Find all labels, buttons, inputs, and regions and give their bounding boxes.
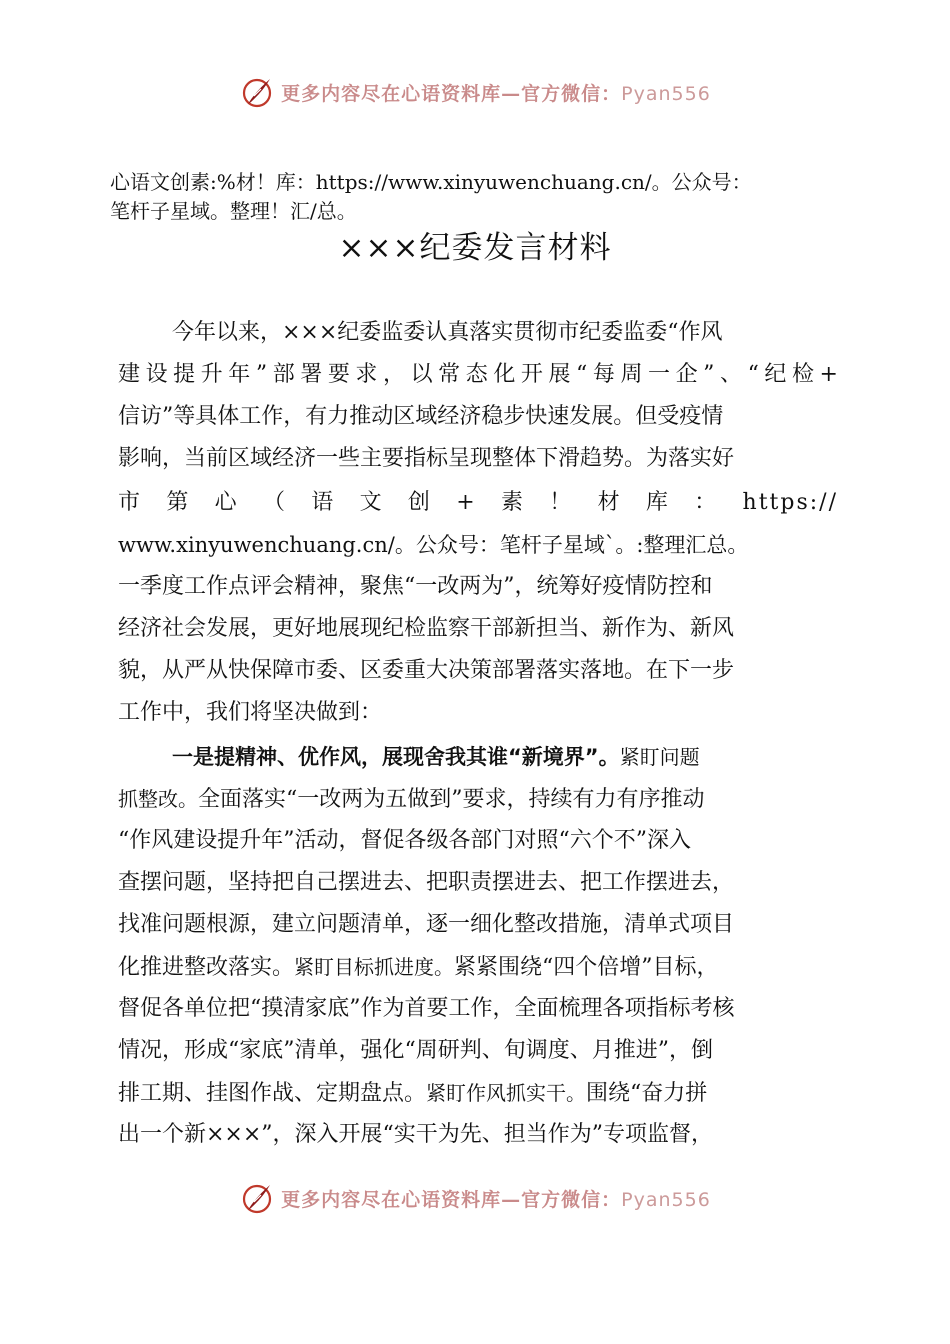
paragraph-line: 一季度工作点评会精神，聚焦“一改两为”，统筹好疫情防控和 (118, 574, 713, 599)
paragraph-line (118, 784, 838, 815)
paragraph-line (118, 1078, 838, 1109)
paragraph-line: 经济社会发展，更好地展现纪检监察干部新担当、新作为、新风 (118, 616, 735, 641)
paragraph-line: 影响，当前区域经济一些主要指标呈现整体下滑趋势。为落实好 (118, 446, 735, 471)
paragraph-line: 信访”等具体工作，有力推动区域经济稳步快速发展。但受疫情 (118, 404, 724, 429)
paragraph-line (172, 742, 838, 773)
paragraph-line: www.xinyuwenchuang.cn/。公众号：笔杆子星域`。:整理汇总。 (118, 533, 749, 557)
paragraph-line: 市第心（语文创+素！材库：https:// (118, 490, 838, 515)
paragraph-line: 工作中，我们将坚决做到： (118, 700, 383, 725)
paragraph-line (118, 952, 838, 983)
bottom-banner (0, 1178, 950, 1218)
paragraph-text: 紧紧围绕“四个倍增”目标， (454, 955, 719, 980)
paragraph-line: 找准问题根源，建立问题清单，逐一细化整改措施，清单式项目 (118, 912, 735, 937)
paragraph-line: 今年以来，×××纪委监委认真落实贯彻市纪委监委“作风 (172, 320, 723, 345)
paragraph-line: “作风建设提升年”活动，督促各级各部门对照“六个不”深入 (118, 828, 691, 853)
banner-text: 更多内容尽在心语资料库—官方微信：Pyan556 (281, 1188, 711, 1211)
keyword-phrase: 紧盯目标抓进度。 (294, 955, 455, 979)
paragraph-line: 情况，形成“家底”清单，强化“周研判、旬调度、月推进”，倒 (118, 1038, 713, 1063)
paragraph-line: 貌，从严从快保障市委、区委重大决策部署落实落地。在下一步 (118, 658, 735, 683)
paragraph-text: 围绕“奋力拼 (586, 1081, 708, 1106)
keyword-phrase: 紧盯作风抓实干。 (426, 1081, 587, 1105)
paragraph-line: 出一个新×××”，深入开展“实干为先、担当作为”专项监督， (118, 1122, 714, 1147)
header-line-1: 心语文创素:%材！库：https://www.xinyuwenchuang.cn/。公众号： (110, 170, 752, 194)
section-heading: 一是提精神、优作风，展现舍我其谁“新境界”。 (172, 745, 620, 769)
wechat-id: Pyan556 (621, 82, 711, 105)
paragraph-text: 化推进整改落实。 (118, 955, 295, 980)
paragraph-text: 排工期、挂图作战、定期盘点。 (118, 1081, 427, 1106)
quill-logo-icon (239, 1180, 275, 1216)
wechat-id: Pyan556 (621, 1188, 711, 1211)
paragraph-line: 建设提升年”部署要求，以常态化开展“每周一企”、“纪检+ (118, 362, 838, 387)
paragraph-line: 督促各单位把“摸清家底”作为首要工作，全面梳理各项指标考核 (118, 996, 735, 1021)
banner-text: 更多内容尽在心语资料库—官方微信：Pyan556 (281, 82, 711, 105)
keyword-phrase: 抓整改。 (118, 787, 198, 811)
paragraph-line: 查摆问题，坚持把自己摆进去、把职责摆进去、把工作摆进去， (118, 870, 735, 895)
header-line-2: 笔杆子星域。整理！汇/总。 (110, 199, 357, 223)
paragraph-text: 全面落实“一改两为五做到”要求，持续有力有序推动 (198, 787, 705, 812)
page-title: ×××纪委发言材料 (338, 230, 612, 266)
top-banner (0, 72, 950, 112)
quill-logo-icon (239, 74, 275, 110)
keyword-phrase: 紧盯问题 (619, 745, 700, 769)
